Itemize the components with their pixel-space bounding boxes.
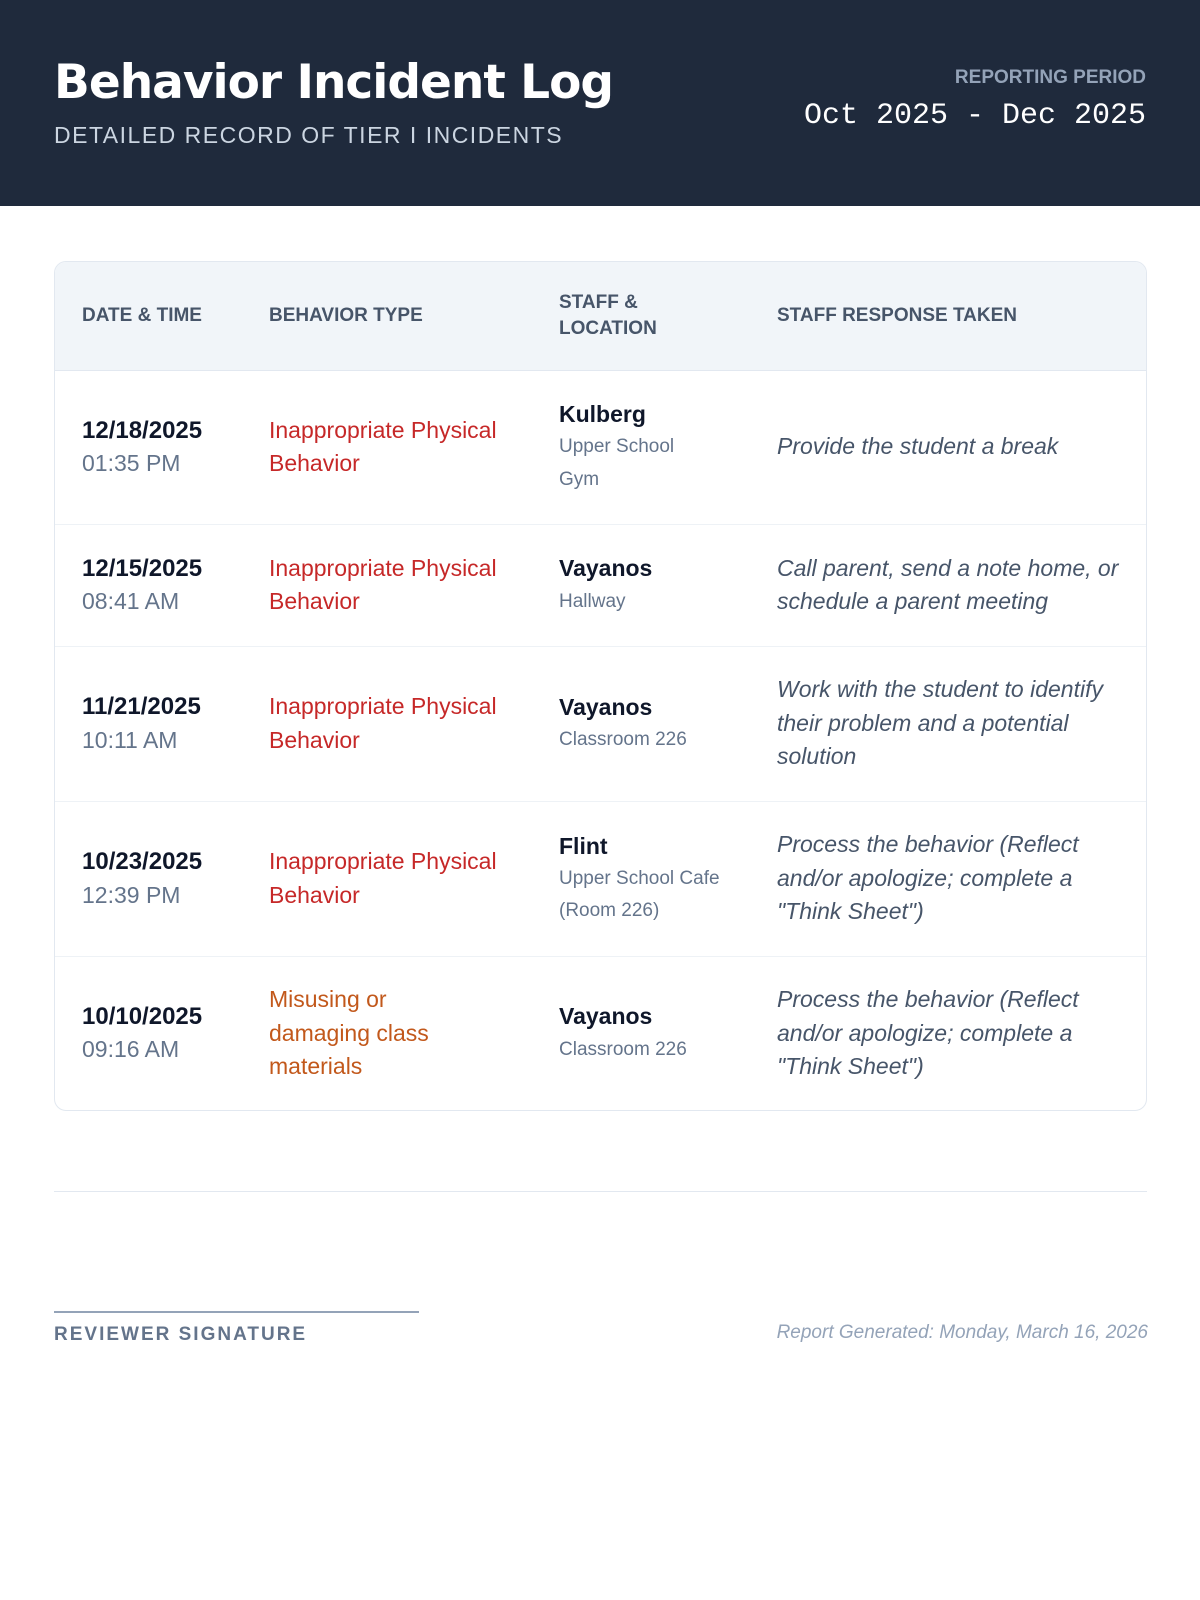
- incident-date: 12/18/2025: [82, 416, 203, 444]
- staff-response: Call parent, send a note home, or schedule a parent meeting: [777, 554, 1119, 614]
- column-header-date-time: DATE & TIME: [55, 262, 242, 370]
- incident-time: 10:11 AM: [82, 726, 178, 753]
- column-header-staff-location: STAFF & LOCATION: [532, 262, 750, 370]
- staff-name: Vayanos: [559, 693, 653, 720]
- incident-location: Classroom 226: [559, 729, 687, 751]
- header-title-block: [54, 54, 614, 150]
- table-row: [55, 801, 1146, 956]
- reporting-period-label: REPORTING PERIOD: [954, 67, 1146, 88]
- incident-date: 10/23/2025: [82, 848, 203, 876]
- response-cell: [750, 370, 1146, 524]
- page-title: Behavior Incident Log: [54, 54, 614, 110]
- behavior-cell: [242, 370, 532, 524]
- report-generated-date: Report Generated: Monday, March 16, 2026: [776, 1322, 1148, 1343]
- staff-name: Vayanos: [559, 1003, 653, 1030]
- behavior-type: Inappropriate Physical Behavior: [269, 848, 497, 908]
- response-cell: [750, 524, 1146, 646]
- table-row: [55, 956, 1146, 1110]
- column-header-behavior-type: BEHAVIOR TYPE: [242, 262, 532, 370]
- behavior-cell: [242, 646, 532, 801]
- signature-line: [54, 1311, 419, 1313]
- staff-response: Process the behavior (Reflect and/or apologize; complete a "Think Sheet"): [777, 831, 1079, 925]
- behavior-type: Misusing or damaging class materials: [269, 986, 429, 1079]
- table-header-row: [55, 262, 1146, 370]
- incident-date: 11/21/2025: [82, 693, 201, 721]
- table-row: [55, 524, 1146, 646]
- behavior-type: Inappropriate Physical Behavior: [269, 693, 497, 753]
- incident-location: Classroom 226: [559, 1038, 687, 1060]
- staff-response: Process the behavior (Reflect and/or apologize; complete a "Think Sheet"): [777, 986, 1079, 1079]
- staff-location-cell: [532, 956, 750, 1110]
- date-time-cell: [55, 956, 242, 1110]
- behavior-type: Inappropriate Physical Behavior: [269, 416, 497, 476]
- incident-date: 12/15/2025: [82, 554, 203, 582]
- incident-location: Upper School Gym: [559, 436, 675, 490]
- incident-time: 12:39 PM: [82, 881, 181, 908]
- staff-name: Vayanos: [559, 555, 653, 582]
- behavior-cell: [242, 801, 532, 956]
- staff-response: Work with the student to identify their problem and a potential solution: [777, 676, 1103, 770]
- response-cell: [750, 801, 1146, 956]
- incident-table: [55, 262, 1146, 1110]
- column-header-staff-response: STAFF RESPONSE TAKEN: [750, 262, 1146, 370]
- date-time-cell: [55, 801, 242, 956]
- page-subtitle: DETAILED RECORD OF TIER I INCIDENTS: [54, 122, 564, 149]
- reviewer-signature-label: REVIEWER SIGNATURE: [54, 1324, 308, 1345]
- incident-time: 09:16 AM: [82, 1036, 180, 1063]
- report-header: [0, 0, 1200, 206]
- date-time-cell: [55, 646, 242, 801]
- table-row: [55, 646, 1146, 801]
- behavior-type: Inappropriate Physical Behavior: [269, 554, 497, 614]
- incident-date: 10/10/2025: [82, 1002, 203, 1030]
- staff-location-cell: [532, 370, 750, 524]
- reporting-period: [804, 67, 1146, 133]
- staff-name: Flint: [559, 832, 608, 859]
- staff-location-cell: [532, 801, 750, 956]
- behavior-cell: [242, 956, 532, 1110]
- date-time-cell: [55, 524, 242, 646]
- response-cell: [750, 956, 1146, 1110]
- incident-location: Hallway: [559, 590, 626, 612]
- staff-name: Kulberg: [559, 401, 646, 428]
- incident-time: 01:35 PM: [82, 450, 181, 477]
- reporting-period-value: Oct 2025 - Dec 2025: [803, 99, 1146, 133]
- incident-table-card: [54, 261, 1147, 1111]
- table-row: [55, 370, 1146, 524]
- staff-location-cell: [532, 524, 750, 646]
- incident-location: Upper School Cafe (Room 226): [559, 867, 720, 922]
- incident-time: 08:41 AM: [82, 588, 180, 615]
- staff-location-cell: [532, 646, 750, 801]
- behavior-cell: [242, 524, 532, 646]
- footer-divider: [54, 1191, 1147, 1192]
- response-cell: [750, 646, 1146, 801]
- staff-response: Provide the student a break: [777, 433, 1059, 460]
- date-time-cell: [55, 370, 242, 524]
